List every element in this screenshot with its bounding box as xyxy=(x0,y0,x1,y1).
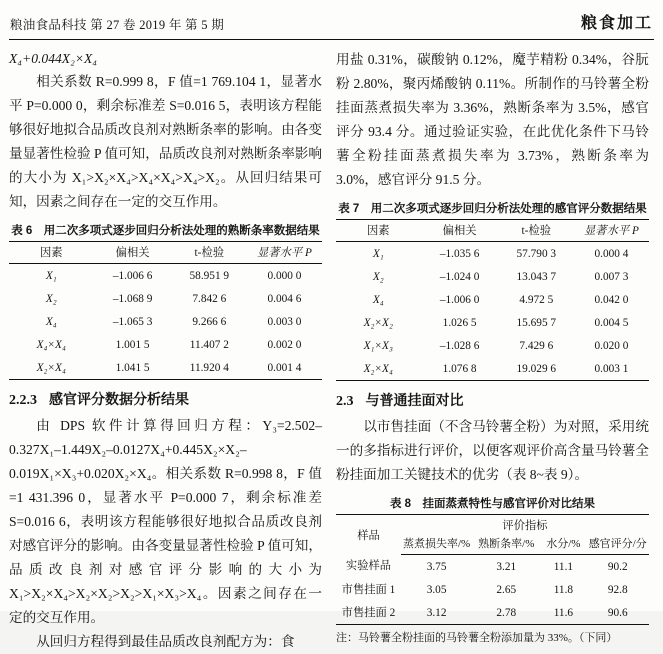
table-header-row xyxy=(336,515,649,535)
table-cell: X₂ xyxy=(45,292,57,305)
table-cell: 1.026 5 xyxy=(442,316,477,329)
table-header-row xyxy=(9,242,322,264)
table-cell: 0.007 3 xyxy=(594,270,629,283)
table-cell: 3.05 xyxy=(426,583,447,596)
column-header: 感官评分/分 xyxy=(586,535,649,555)
column-header: 样品 xyxy=(357,529,380,542)
table-cell: 3.75 xyxy=(426,560,447,573)
table-cell: 7.842 6 xyxy=(192,292,227,305)
table-cell: 7.429 6 xyxy=(519,339,554,352)
table-cell: 9.266 6 xyxy=(192,315,227,328)
table-cell: 3.12 xyxy=(426,606,447,619)
table-row xyxy=(336,288,649,311)
paragraph: 由 DPS 软件计算得回归方程：Y₃=2.502–0.327X₁–1.449X₂–0.0127X₄+0.445X₂×X₂–0.019X₁×X₃+0.020X₂×X₄。相关系数 R=0.998 8，F 值=1 431.396 0，显著水平 P=0.000 7，剩余标准差 S=0.016 6，表明该方程能够很好地拟合品质改良剂对感官评分的影响。由各变量显著性检验 P 值可知，品质改良剂对感官评分影响的大小为 X₁>X₂×X₄>X₂×X₂>X₂>X₁×X₃>X₄。因素之间存在一定的交互作用。 xyxy=(9,418,322,625)
table-cell: 57.790 3 xyxy=(516,247,557,260)
table-cell: 市售挂面 2 xyxy=(341,606,396,619)
table-cell: 0.002 0 xyxy=(267,338,302,351)
table-row xyxy=(9,333,322,356)
column-section-title: 粮食加工 xyxy=(580,15,653,32)
column-header: t-检验 xyxy=(499,220,574,242)
paragraph: 用盐 0.31%，碳酸钠 0.12%，魔芋精粉 0.34%，谷朊粉 2.80%，聚丙烯酸钠 0.11%。所制作的马铃薯全粉挂面蒸煮损失率为 3.36%，熟断条率为 3.5%，感官评分 93.4 分。通过验证实验，在此优化条件下马铃薯全粉挂面蒸煮损失率为 3.73%，熟断条率为 3.0%，感官评分 91.5 分。 xyxy=(336,52,649,187)
table-row xyxy=(336,578,649,601)
table-cell: X₄ xyxy=(372,293,384,306)
table-row xyxy=(336,601,649,625)
table-cell: X₁×X₃ xyxy=(363,339,393,352)
table-cell: 1.041 5 xyxy=(115,361,150,374)
table-cell: X₂×X₄ xyxy=(36,361,66,374)
column-header: 偏相关 xyxy=(421,220,499,242)
table-cell: 11.920 4 xyxy=(189,361,229,374)
table-cell: 0.000 4 xyxy=(594,247,629,260)
table-cell: –1.006 6 xyxy=(112,269,153,282)
table-cell: 0.004 6 xyxy=(267,292,302,305)
paragraph: 从回归方程得到最佳品质改良剂配方为：食 xyxy=(36,634,295,649)
table-row xyxy=(9,264,322,288)
section-title: 感官评分数据分析结果 xyxy=(49,391,189,407)
column-header: 蒸煮损失率/% xyxy=(401,535,472,555)
column-header: 显著水平 P xyxy=(247,242,322,264)
column-header: 因素 xyxy=(336,220,421,242)
table-cell: 58.951 9 xyxy=(189,269,230,282)
table-row xyxy=(336,265,649,288)
table-cell: 1.076 8 xyxy=(442,362,477,375)
table-row xyxy=(336,242,649,266)
section-heading-2-2-3 xyxy=(9,389,322,409)
table-cell: 11.6 xyxy=(553,606,574,619)
table-cell: X₁ xyxy=(45,269,57,282)
column-header: 偏相关 xyxy=(94,242,172,264)
journal-info: 粮油食品科技 第 27 卷 2019 年 第 5 期 xyxy=(10,18,225,32)
table7-caption: 表 7 用二次多项式逐步回归分析法处理的感官评分数据结果 xyxy=(338,203,647,215)
column-header: 显著水平 P xyxy=(574,220,649,242)
table-row xyxy=(9,356,322,380)
left-column xyxy=(9,48,322,654)
table-cell: X₁ xyxy=(372,247,384,260)
table-row xyxy=(336,357,649,381)
table-cell: 0.000 0 xyxy=(267,269,302,282)
table-cell: 1.001 5 xyxy=(115,338,150,351)
table-cell: X₂ xyxy=(372,270,384,283)
column-header: 因素 xyxy=(9,242,94,264)
table-cell: X₂×X₂ xyxy=(363,316,393,329)
right-column xyxy=(336,48,649,654)
table-cell: 3.21 xyxy=(496,560,517,573)
table-row xyxy=(336,555,649,579)
table-cell: –1.028 6 xyxy=(439,339,480,352)
two-column-body xyxy=(9,48,654,654)
table-cell: 11.8 xyxy=(553,583,574,596)
table8-caption: 表 8 挂面蒸煮特性与感官评价对比结果 xyxy=(389,498,596,510)
paragraph: 以市售挂面（不含马铃薯全粉）为对照，采用统一的多指标进行评价，以便客观评价高含量马铃薯全粉挂面加工关键技术的优劣（表 8~表 9）。 xyxy=(336,419,649,482)
table6-caption: 表 6 用二次多项式逐步回归分析法处理的熟断条率数据结果 xyxy=(11,225,320,237)
table-cell: 实验样品 xyxy=(345,560,392,573)
table-cell: X₄ xyxy=(45,315,57,328)
table-cell: 0.042 0 xyxy=(594,293,629,306)
table-cell: 0.003 0 xyxy=(267,315,302,328)
table-cell: 92.8 xyxy=(607,583,628,596)
column-header: t-检验 xyxy=(172,242,247,264)
paragraph: 相关系数 R=0.999 8，F 值=1 769.104 1，显著水平 P=0.000 0，剩余标准差 S=0.016 5，表明该方程能够很好地拟合品质改良剂对熟断条率的影响。由各变量显著性检验 P 值可知，品质改良剂对熟断条率影响的大小为 X₁>X₂×X₄>X₄×X₄>X₄>X₂。从回归结果可知，因素之间存在一定的交互作用。 xyxy=(9,74,322,209)
running-head xyxy=(9,6,654,40)
table-cell: 0.020 0 xyxy=(594,339,629,352)
table-cell: –1.024 0 xyxy=(439,270,480,283)
table-cell: 0.004 5 xyxy=(594,316,629,329)
table-cell: 90.6 xyxy=(607,606,628,619)
table-row xyxy=(336,334,649,357)
table-cell: –1.065 3 xyxy=(112,315,153,328)
table-row xyxy=(336,311,649,334)
column-header: 水分/% xyxy=(540,535,586,555)
table8-note: 注：马铃薯全粉挂面的马铃薯全粉添加量为 33%。（下同） xyxy=(336,632,618,644)
table-cell: X₂×X₄ xyxy=(363,362,393,375)
section-title: 与普通挂面对比 xyxy=(365,392,464,408)
table-cell: 11.1 xyxy=(553,560,574,573)
table8 xyxy=(336,514,649,625)
table-cell: 0.003 1 xyxy=(594,362,629,375)
table-cell: 2.78 xyxy=(496,606,517,619)
table-cell: 0.001 4 xyxy=(267,361,302,374)
table-cell: –1.035 6 xyxy=(439,247,480,260)
section-number: 2.3 xyxy=(336,394,354,409)
table-cell: 2.65 xyxy=(496,583,517,596)
table-cell: 11.407 2 xyxy=(189,338,229,351)
table-cell: 90.2 xyxy=(607,560,628,573)
table-cell: –1.006 0 xyxy=(439,293,480,306)
table-cell: 15.695 7 xyxy=(516,316,557,329)
table-cell: 市售挂面 1 xyxy=(341,583,396,596)
table-cell: –1.068 9 xyxy=(112,292,153,305)
table-cell: 19.029 6 xyxy=(516,362,557,375)
table-cell: 4.972 5 xyxy=(519,293,554,306)
table6 xyxy=(9,241,322,380)
table-cell: 13.043 7 xyxy=(516,270,557,283)
table-row xyxy=(9,310,322,333)
group-column-header: 评价指标 xyxy=(502,519,548,532)
column-header: 熟断条率/% xyxy=(472,535,540,555)
section-number: 2.2.3 xyxy=(9,393,37,408)
table-header-row xyxy=(336,220,649,242)
table7 xyxy=(336,219,649,381)
table-row xyxy=(9,287,322,310)
section-heading-2-3 xyxy=(336,390,649,410)
equation-continuation: X₄+0.044X₂×X₄ xyxy=(9,51,98,66)
table-cell: X₄×X₄ xyxy=(36,338,66,351)
